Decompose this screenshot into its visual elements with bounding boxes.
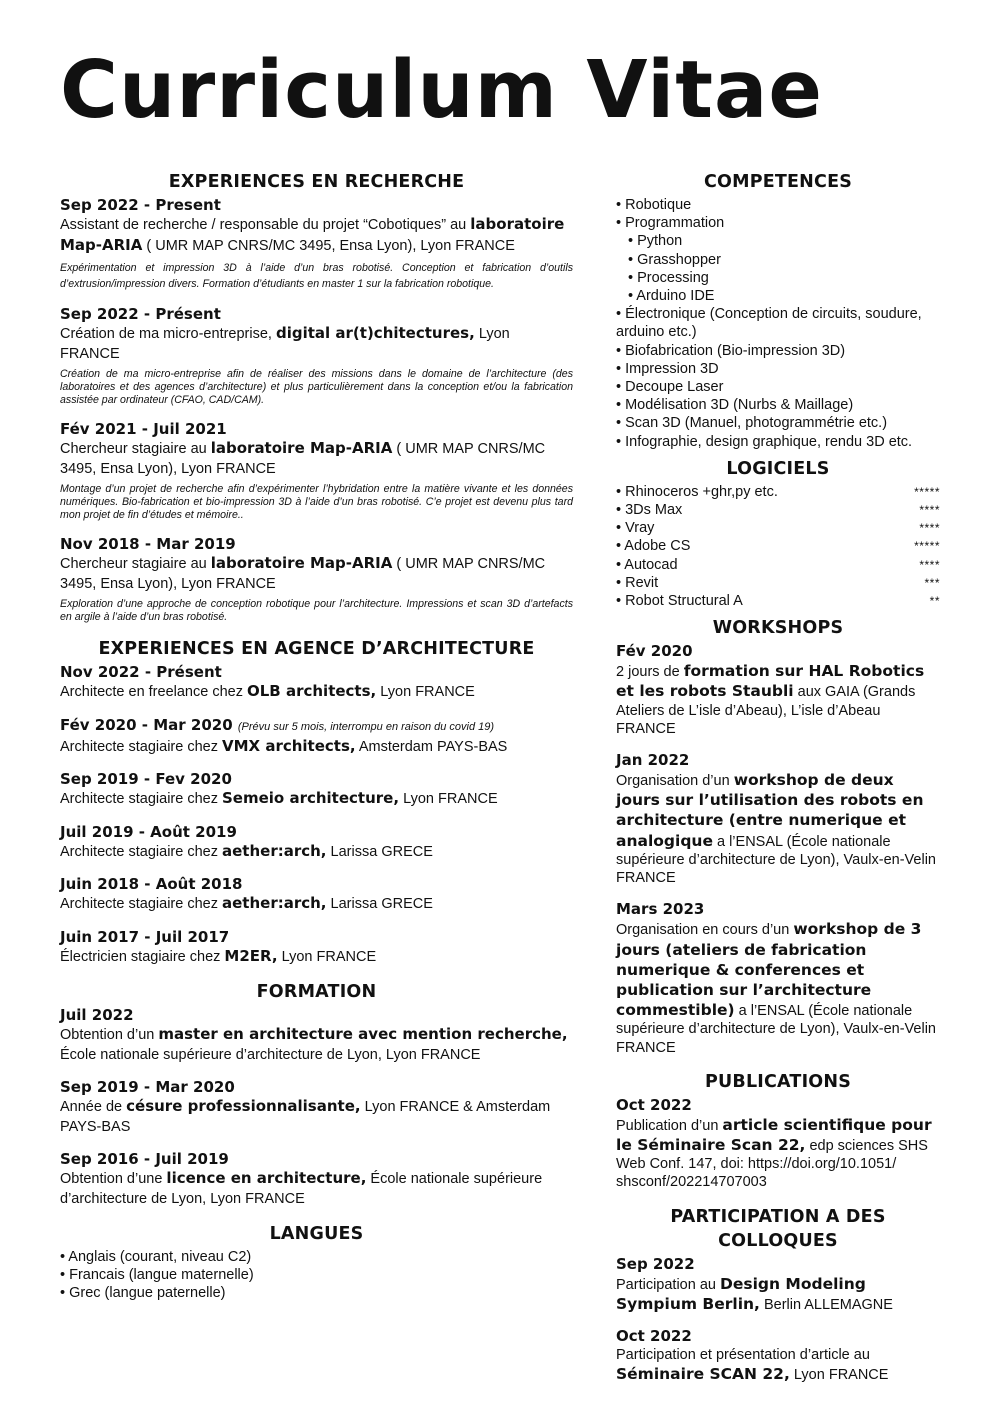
entry-date-text: Nov 2022 - Présent	[60, 663, 222, 681]
entry-highlight: césure professionnalisante,	[126, 1097, 361, 1115]
research-entry	[60, 420, 573, 522]
entry-text: Participation et présentation d’article au	[616, 1346, 870, 1363]
entry-date: Oct 2022	[616, 1095, 692, 1114]
entry-text: edp sciences SHS Web Conf. 147, doi: https://doi.org/10.1051/ shsconf/202214707003	[616, 1137, 928, 1191]
right-column	[616, 170, 940, 1397]
software-row	[616, 519, 940, 537]
entry-highlight: digital ar(t)chitectures,	[275, 324, 475, 342]
formation-section-title: FORMATION	[256, 982, 377, 1002]
agency-entry	[60, 875, 573, 915]
entry-text: a l’ENSAL (École nationale supérieure d’architecture de Lyon), Vaulx-en-Velin FRANCE	[616, 1003, 936, 1056]
entry-text: Architecte stagiaire chez	[60, 791, 222, 807]
entry-highlight: laboratoire Map-ARIA	[60, 215, 565, 254]
colloque-entry	[616, 1255, 940, 1314]
entry-date-text: Juin 2018 - Août 2018	[60, 875, 243, 893]
entry-highlight: aether:arch,	[222, 841, 327, 860]
entry-description	[60, 554, 573, 594]
research-section-title: EXPERIENCES EN RECHERCHE	[168, 172, 465, 192]
software-row	[616, 574, 940, 592]
entry-date	[60, 928, 573, 947]
entry-text: Organisation en cours d’un	[616, 922, 794, 939]
entry-text: Chercheur stagiaire au	[60, 556, 211, 572]
entry-date: Sep 2022	[616, 1254, 695, 1273]
entry-text: Larissa GRECE	[326, 896, 433, 912]
entry-date	[60, 663, 573, 682]
software-name: • Revit	[616, 574, 659, 591]
entry-text: Lyon FRANCE	[399, 791, 498, 807]
entry-date: Fév 2021 - Juil 2021	[60, 420, 227, 438]
entry-date	[60, 875, 573, 894]
list-item: • Impression 3D	[616, 360, 719, 377]
entry-description	[60, 1025, 573, 1065]
entry-date: Mars 2023	[616, 900, 705, 919]
entry-date: Juil 2022	[60, 1006, 134, 1024]
entry-date: Fév 2020	[616, 642, 693, 661]
entry-description	[60, 842, 573, 863]
list-item: • Scan 3D (Manuel, photogrammétrie etc.)	[616, 415, 888, 432]
entry-detail: Montage d’un projet de recherche afin d’expérimenter l’hybridation entre la matière vivante et les données numériques. Bio-fabrication et bio-impression 3D à l’aide d’un bras robotisé. C’e projet est devenu plus tard mon projet de fin d’études et mémoire..	[60, 483, 573, 521]
entry-date: Sep 2019 - Mar 2020	[60, 1078, 235, 1096]
entry-text: Architecte stagiaire chez	[60, 896, 222, 912]
entry-description	[60, 789, 573, 810]
publication-entry	[616, 1096, 940, 1192]
entry-detail: Expérimentation et impression 3D à l’aide d’un bras robotisé. Conception et fabrication d’outils d’extrusion/impression divers. Formation d’étudiants en master 1 sur la fabrication robotique.	[60, 262, 573, 290]
logiciels-list	[616, 483, 940, 610]
entry-highlight: aether:arch,	[222, 894, 327, 912]
workshop-entry	[616, 900, 940, 1056]
colloques-section-title: PARTICIPATION A DES COLLOQUES	[670, 1206, 886, 1251]
entry-detail: Exploration d’une approche de conception robotique pour l’architecture. Impressions et scan 3D d’artefacts en argile à l’aide d’un bras robotisé.	[60, 598, 573, 623]
entry-description	[60, 215, 573, 256]
entry-description	[616, 1115, 940, 1192]
entry-text: aux GAIA (Grands Ateliers de L’isle d’Abeau), L’isle d’Abeau FRANCE	[616, 684, 916, 737]
entry-date-text: Sep 2019 - Fev 2020	[60, 770, 232, 788]
entry-text: Lyon FRANCE	[789, 1367, 889, 1384]
competences-section-title: COMPETENCES	[703, 172, 853, 192]
agency-section-title: EXPERIENCES EN AGENCE D’ARCHITECTURE	[98, 639, 535, 659]
entry-text: ( UMR MAP CNRS/MC 3495, Ensa Lyon), Lyon FRANCE	[60, 556, 546, 592]
software-row	[616, 483, 940, 501]
entry-text: Lyon FRANCE	[376, 684, 475, 700]
agency-entry	[60, 663, 573, 703]
software-row	[616, 556, 940, 574]
entry-text: Obtention d’un	[60, 1027, 159, 1043]
list-item: • Programmation	[616, 215, 725, 232]
agency-entry	[60, 716, 573, 758]
list-item: • Infographie, design graphique, rendu 3D etc.	[616, 433, 913, 450]
software-rating: *****	[914, 539, 940, 554]
software-rating: ****	[919, 521, 940, 536]
entry-description	[60, 324, 573, 364]
entry-date: Nov 2018 - Mar 2019	[60, 535, 236, 553]
page-title: Curriculum Vitae	[60, 44, 823, 136]
entry-text: 2 jours de	[616, 664, 684, 681]
entry-date: Sep 2022 - Présent	[60, 305, 221, 323]
entry-text: Amsterdam PAYS-BAS	[355, 738, 508, 755]
competences-list	[616, 196, 940, 451]
entry-text: Architecte stagiaire chez	[60, 843, 222, 860]
list-item: • Anglais (courant, niveau C2)	[60, 1249, 252, 1265]
entry-text: Lyon FRANCE	[277, 948, 377, 965]
research-entry	[60, 196, 573, 292]
agency-entry	[60, 770, 573, 810]
entry-date	[60, 770, 573, 789]
entry-text: Lyon FRANCE & Amsterdam PAYS-BAS	[60, 1099, 551, 1135]
left-column	[60, 170, 573, 1303]
formation-entry	[60, 1006, 573, 1065]
entry-description	[60, 737, 573, 758]
workshop-entry	[616, 751, 940, 887]
entry-highlight: licence en architecture,	[166, 1169, 367, 1187]
list-item: • Modélisation 3D (Nurbs & Maillage)	[616, 397, 854, 414]
langues-section-title: LANGUES	[269, 1224, 364, 1244]
entry-description	[60, 1169, 573, 1209]
entry-date: Sep 2022 - Present	[60, 196, 221, 214]
entry-text: Larissa GRECE	[326, 843, 433, 860]
software-name: • Autocad	[616, 556, 678, 573]
agency-entry	[60, 928, 573, 968]
entry-text: Assistant de recherche / responsable du projet “Cobotiques” au	[60, 217, 471, 233]
entry-highlight: Séminaire SCAN 22,	[616, 1365, 790, 1384]
entry-text: Obtention d’une	[60, 1171, 167, 1187]
entry-date: Sep 2016 - Juil 2019	[60, 1150, 229, 1168]
entry-date	[60, 716, 573, 737]
entry-text: Berlin ALLEMAGNE	[759, 1296, 893, 1313]
research-entry	[60, 305, 573, 407]
entry-description	[60, 439, 573, 479]
entry-text: Année de	[60, 1099, 127, 1115]
colloque-entry	[616, 1327, 940, 1384]
entry-highlight: M2ER,	[224, 946, 278, 965]
list-item: • Grec (langue paternelle)	[60, 1285, 226, 1302]
entry-highlight: VMX architects,	[222, 736, 356, 755]
entry-text: École nationale supérieure d’architecture de Lyon, Lyon FRANCE	[60, 1171, 543, 1207]
list-subitem: • Processing	[628, 269, 709, 286]
entry-text: a l’ENSAL (École nationale supérieure d’architecture de Lyon), Vaulx-en-Velin FRANCE	[616, 833, 936, 887]
entry-highlight: laboratoire Map-ARIA	[210, 439, 393, 457]
entry-description	[616, 770, 940, 887]
software-name: • Adobe CS	[616, 538, 691, 555]
software-rating: *****	[914, 484, 940, 499]
software-name: • Robot Structural A	[616, 593, 743, 610]
entry-highlight: article scientifique pour le Séminaire Scan 22,	[616, 1115, 932, 1154]
software-row	[616, 501, 940, 519]
workshops-section-title: WORKSHOPS	[712, 618, 844, 639]
entry-highlight: formation sur HAL Robotics et les robots Staubli	[616, 662, 925, 701]
entry-text: Lyon FRANCE	[60, 326, 510, 362]
software-rating: ****	[919, 503, 940, 518]
entry-text: Chercheur stagiaire au	[60, 441, 211, 457]
list-subitem: • Arduino IDE	[628, 288, 715, 305]
logiciels-section-title: LOGICIELS	[726, 458, 830, 479]
entry-text: Publication d’un	[616, 1117, 723, 1134]
entry-description	[60, 1097, 573, 1137]
agency-entry	[60, 823, 573, 863]
entry-date: Jan 2022	[616, 751, 690, 770]
workshop-entry	[616, 642, 940, 738]
formation-entry	[60, 1078, 573, 1137]
entry-text: Organisation d’un	[616, 773, 734, 790]
entry-text: Architecte en freelance chez	[60, 684, 247, 700]
list-item: • Decoupe Laser	[616, 379, 724, 396]
entry-date-text: Fév 2020 - Mar 2020	[60, 715, 233, 734]
publications-section-title: PUBLICATIONS	[704, 1071, 852, 1092]
entry-highlight: Semeio architecture,	[222, 789, 400, 807]
formation-entry	[60, 1150, 573, 1209]
list-item: • Électronique (Conception de circuits, soudure, arduino etc.)	[616, 306, 922, 341]
software-row	[616, 537, 940, 555]
software-row	[616, 592, 940, 610]
entry-text: ( UMR MAP CNRS/MC 3495, Ensa Lyon), Lyon FRANCE	[142, 237, 515, 254]
entry-highlight: workshop de deux jours sur l’utilisation des robots en architecture (entre numerique et analogique	[616, 771, 924, 850]
entry-note: (Prévu sur 5 mois, interrompu en raison du covid 19)	[237, 720, 495, 733]
entry-description	[616, 661, 940, 738]
software-name: • Rhinoceros +ghr,py etc.	[616, 483, 778, 500]
entry-description	[616, 1274, 940, 1314]
entry-description	[60, 894, 573, 915]
entry-highlight: master en architecture avec mention recherche,	[158, 1025, 568, 1043]
software-rating: ***	[924, 575, 940, 590]
entry-text: École nationale supérieure d’architecture de Lyon, Lyon FRANCE	[60, 1046, 481, 1063]
entry-date	[60, 823, 573, 842]
entry-text: Création de ma micro-entreprise,	[60, 326, 276, 342]
entry-description	[616, 1346, 940, 1384]
entry-text: Électricien stagiaire chez	[60, 948, 225, 965]
entry-text: Participation au	[616, 1276, 720, 1293]
entry-text: Architecte stagiaire chez	[60, 738, 222, 755]
langues-list	[60, 1248, 573, 1303]
list-item: • Robotique	[616, 197, 692, 213]
entry-detail: Création de ma micro-entreprise afin de réaliser des missions dans le domaine de l’architecture (des laboratoires et des agences d’architecture) et plus particulièrement dans la conception et/ou la fabrication assistée par ordinateur (CFAO, CAD/CAM).	[60, 368, 573, 406]
entry-highlight: workshop de 3 jours (ateliers de fabrication numerique & conferences et publication sur l’architecture commestible)	[616, 920, 922, 1020]
entry-date-text: Juil 2019 - Août 2019	[60, 822, 237, 841]
software-name: • Vray	[616, 520, 655, 537]
entry-date-text: Juin 2017 - Juil 2017	[60, 927, 230, 946]
list-subitem: • Python	[628, 233, 683, 250]
entry-date: Oct 2022	[616, 1326, 692, 1345]
software-name: • 3Ds Max	[616, 502, 683, 519]
entry-highlight: Design Modeling Sympium Berlin,	[616, 1274, 866, 1313]
research-entry	[60, 535, 573, 624]
list-item: • Biofabrication (Bio-impression 3D)	[616, 342, 846, 359]
software-rating: ****	[919, 557, 940, 572]
entry-highlight: laboratoire Map-ARIA	[210, 554, 393, 572]
entry-highlight: OLB architects,	[247, 682, 377, 700]
entry-description	[616, 919, 940, 1056]
entry-description	[60, 947, 573, 968]
software-rating: **	[929, 594, 940, 609]
entry-description	[60, 682, 573, 703]
list-subitem: • Grasshopper	[628, 251, 721, 268]
entry-text: ( UMR MAP CNRS/MC 3495, Ensa Lyon), Lyon FRANCE	[60, 441, 546, 477]
list-item: • Francais (langue maternelle)	[60, 1267, 254, 1284]
